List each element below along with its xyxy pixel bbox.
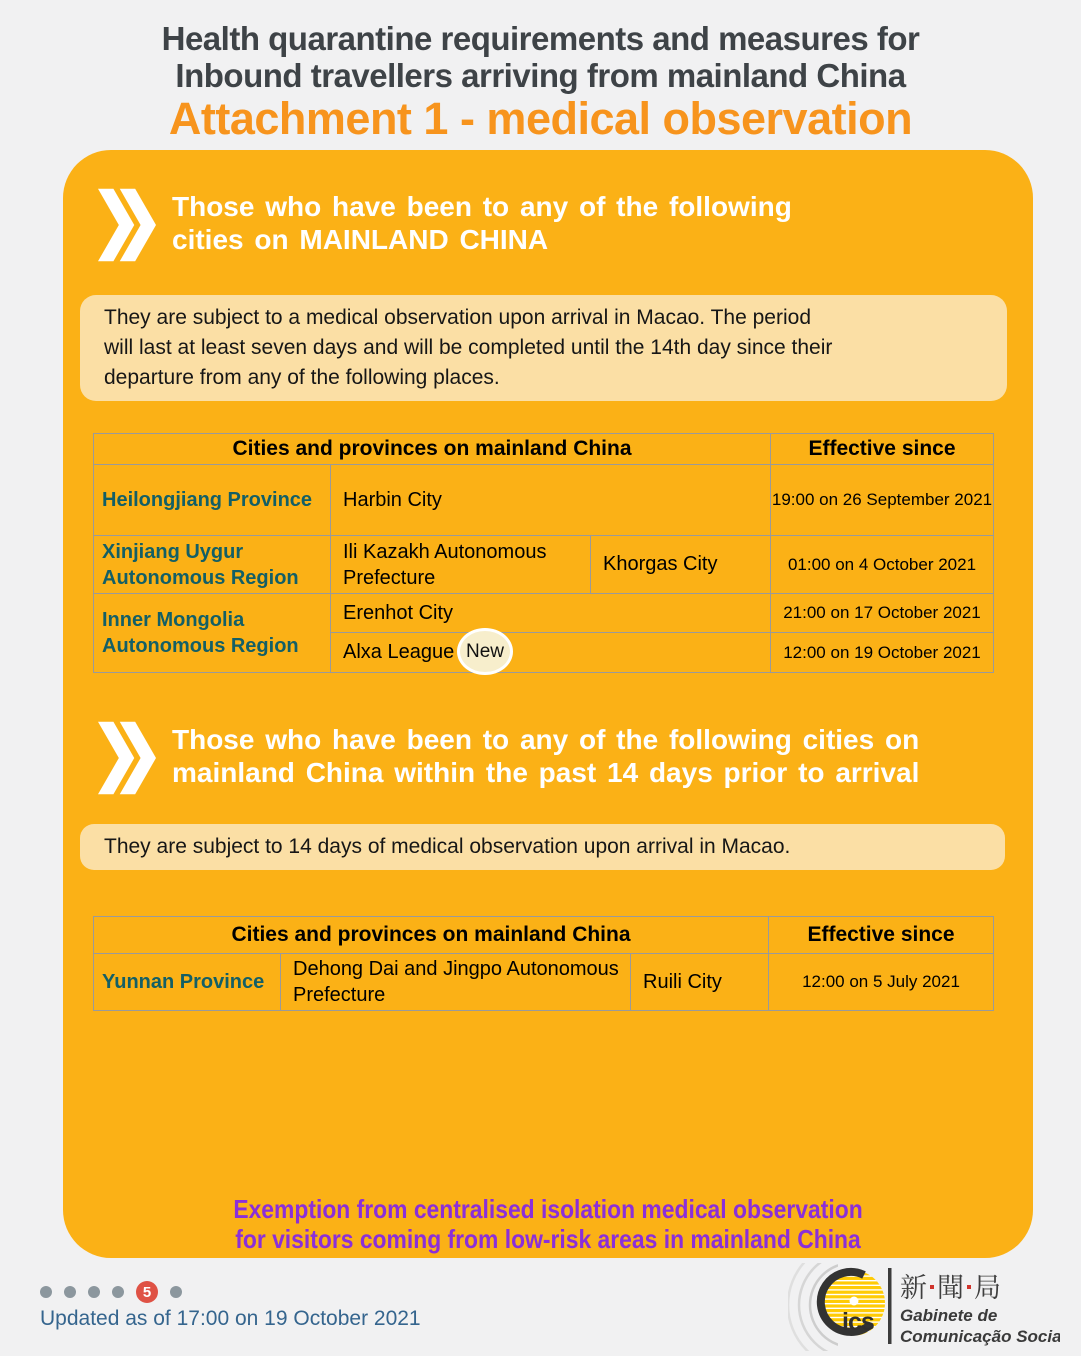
section2-heading-text bbox=[172, 719, 919, 789]
section1-heading-line-1: Those who have been to any of the following bbox=[172, 191, 792, 222]
section2-heading-line-2: mainland China within the past 14 days prior to arrival bbox=[172, 757, 920, 788]
logo-pt-line-1: Gabinete de bbox=[900, 1306, 998, 1325]
double-chevron-icon bbox=[98, 186, 156, 269]
section1-heading-text bbox=[172, 186, 792, 256]
table2-header-effective: Effective since bbox=[769, 917, 994, 954]
table-row bbox=[94, 536, 994, 594]
attachment-subtitle: Attachment 1 - medical observation bbox=[168, 93, 913, 144]
place-erenhot: Erenhot City bbox=[331, 594, 771, 633]
logo-divider-bar bbox=[888, 1268, 892, 1344]
double-chevron-icon bbox=[98, 719, 156, 802]
section1-note-line-2: will last at least seven days and will be completed until the 14th day since their bbox=[104, 336, 833, 359]
logo-center-dot bbox=[850, 1297, 859, 1306]
logo-cn-char-3: 局 bbox=[974, 1273, 1001, 1303]
section2-heading-line-1: Those who have been to any of the following cities on bbox=[172, 724, 920, 755]
page-title-line-1: Health quarantine requirements and measures for bbox=[161, 20, 920, 57]
page-dot-4[interactable] bbox=[112, 1286, 124, 1298]
exemption-line-1: Exemption from centralised isolation medical observation bbox=[233, 1194, 863, 1224]
updated-timestamp: Updated as of 17:00 on 19 October 2021 bbox=[40, 1307, 421, 1330]
table-row bbox=[94, 954, 994, 1011]
effective-date: 12:00 on 5 July 2021 bbox=[769, 954, 994, 1011]
new-badge: New bbox=[457, 628, 513, 675]
section1-note-box bbox=[80, 295, 1007, 401]
section1-heading-line-2: cities on MAINLAND CHINA bbox=[172, 224, 549, 255]
exemption-line-2: for visitors coming from low-risk areas in mainland China bbox=[235, 1224, 861, 1254]
page-indicator-dots bbox=[40, 1281, 182, 1303]
table2-header-places: Cities and provinces on mainland China bbox=[94, 917, 769, 954]
city-khorgas: Khorgas City bbox=[591, 536, 771, 594]
place-harbin: Harbin City bbox=[331, 465, 771, 536]
content-card bbox=[63, 150, 1033, 1258]
section1-note-line-1: They are subject to a medical observation upon arrival in Macao. The period bbox=[104, 306, 811, 329]
logo-cn-dot bbox=[967, 1285, 971, 1289]
province-heilongjiang: Heilongjiang Province bbox=[94, 465, 331, 536]
table1-header-effective: Effective since bbox=[771, 434, 994, 465]
logo-acronym: ics bbox=[842, 1308, 874, 1336]
medical-observation-table-1 bbox=[93, 433, 994, 673]
effective-date: 01:00 on 4 October 2021 bbox=[771, 536, 994, 594]
page-title-line-2: Inbound travellers arriving from mainland China bbox=[175, 57, 906, 94]
page-header bbox=[0, 0, 1081, 143]
exemption-note bbox=[121, 1194, 975, 1254]
medical-observation-table-2 bbox=[93, 916, 994, 1011]
table1-header-places: Cities and provinces on mainland China bbox=[94, 434, 771, 465]
prefecture-ili-kazakh: Ili Kazakh Autonomous Prefecture bbox=[331, 536, 591, 594]
page-dot-5-active[interactable]: 5 bbox=[136, 1281, 158, 1303]
province-yunnan: Yunnan Province bbox=[94, 954, 281, 1011]
section2-note-box bbox=[80, 824, 1005, 870]
table1-header-row bbox=[94, 434, 994, 465]
table2-header-row bbox=[94, 917, 994, 954]
logo-cn-dot bbox=[930, 1285, 934, 1289]
page-dot-3[interactable] bbox=[88, 1286, 100, 1298]
section1-note-line-3: departure from any of the following places. bbox=[104, 366, 500, 389]
page-dot-6[interactable] bbox=[170, 1286, 182, 1298]
section1-heading bbox=[98, 186, 1033, 269]
effective-date: 12:00 on 19 October 2021 bbox=[771, 633, 994, 673]
logo-cn-char-1: 新 bbox=[900, 1273, 927, 1303]
logo-pt-line-2: Comunicação Social bbox=[900, 1327, 1060, 1346]
place-alxa-league: Alxa League New bbox=[331, 633, 771, 673]
section2-note-line-1: They are subject to 14 days of medical observation upon arrival in Macao. bbox=[104, 835, 791, 858]
table-row bbox=[94, 465, 994, 536]
province-inner-mongolia: Inner Mongolia Autonomous Region bbox=[94, 594, 331, 673]
effective-date: 21:00 on 17 October 2021 bbox=[771, 594, 994, 633]
table-row bbox=[94, 594, 994, 633]
logo-cn-char-2: 聞 bbox=[937, 1273, 964, 1303]
province-xinjiang: Xinjiang Uygur Autonomous Region bbox=[94, 536, 331, 594]
effective-date: 19:00 on 26 September 2021 bbox=[771, 465, 994, 536]
section2-heading bbox=[98, 719, 1033, 802]
gcs-logo bbox=[788, 1263, 1060, 1356]
page-dot-2[interactable] bbox=[64, 1286, 76, 1298]
prefecture-dehong: Dehong Dai and Jingpo Autonomous Prefecture bbox=[281, 954, 631, 1011]
page-dot-1[interactable] bbox=[40, 1286, 52, 1298]
city-ruili: Ruili City bbox=[631, 954, 769, 1011]
